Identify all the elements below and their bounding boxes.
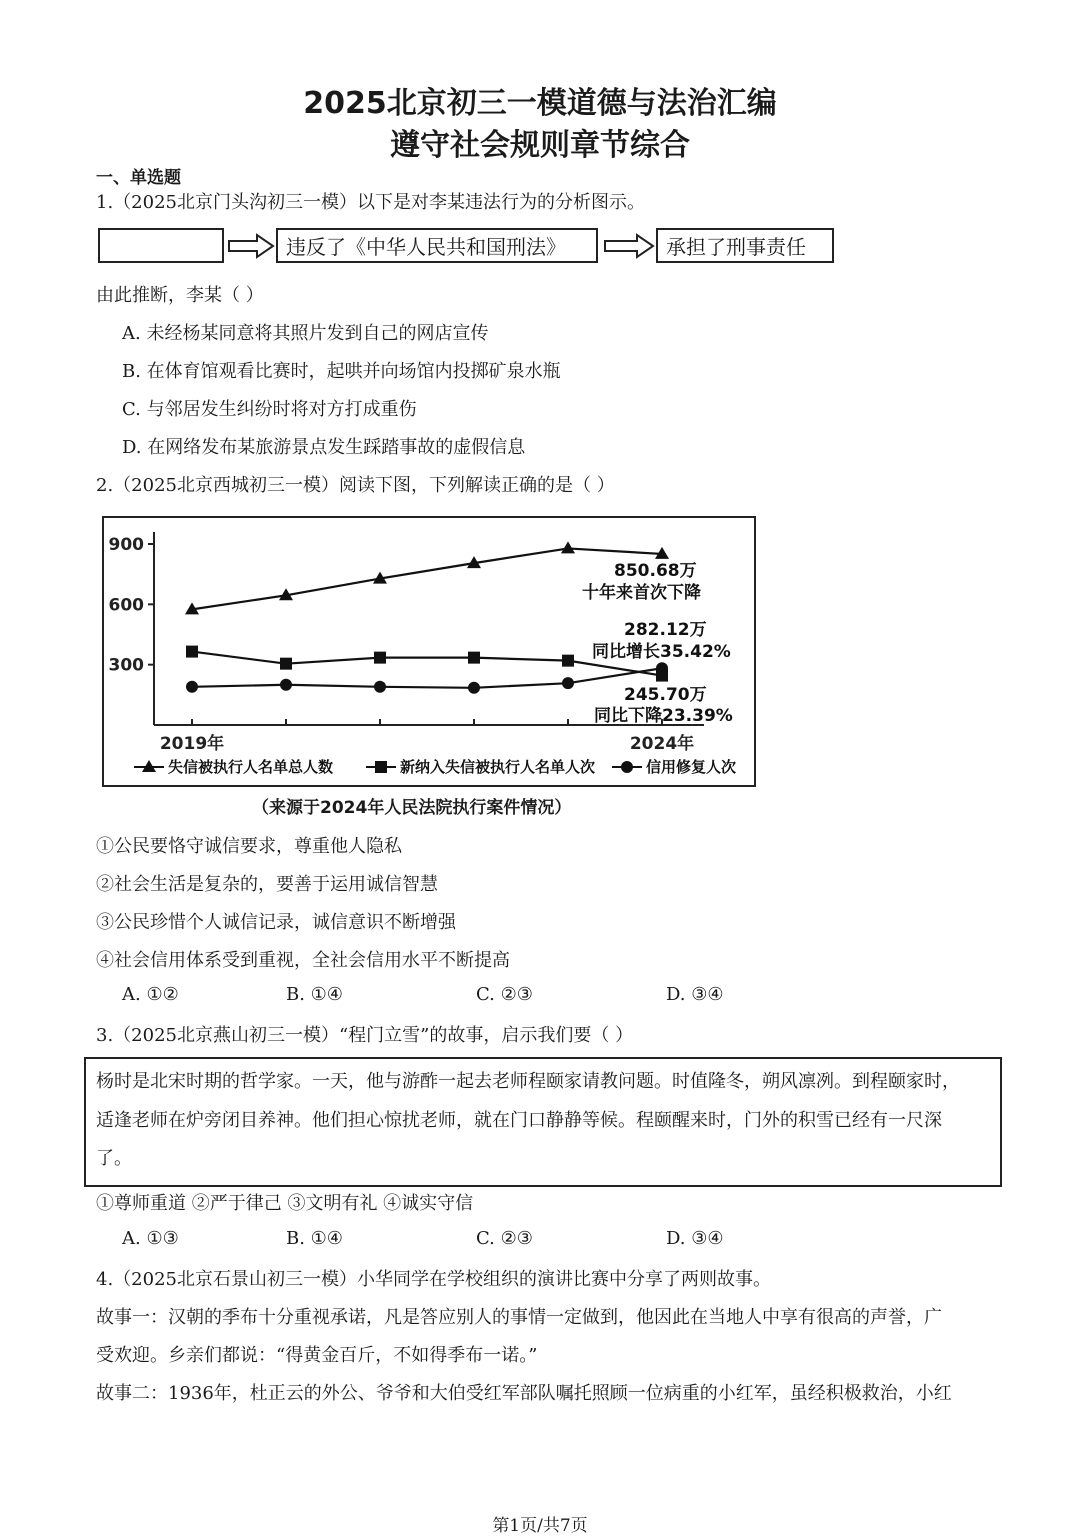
circle-point — [186, 681, 198, 693]
q1-prompt: 由此推断，李某（ ） — [96, 285, 264, 306]
line-chart — [104, 518, 754, 785]
q1-option: B. 在体育馆观看比赛时，起哄并向场馆内投掷矿泉水瓶 — [122, 361, 561, 382]
square-point — [468, 652, 480, 664]
x-tick-label: 2019年 — [159, 734, 225, 754]
y-tick-label: 600 — [108, 595, 144, 616]
circle-point — [562, 677, 574, 689]
q3-story-line: 了。 — [96, 1148, 132, 1169]
y-tick-label: 900 — [108, 535, 144, 555]
q1-option: A. 未经杨某同意将其照片发到自己的网店宣传 — [122, 323, 489, 344]
section-heading: 一、单选题 — [96, 168, 181, 188]
circle-point — [621, 761, 633, 773]
series-line-2 — [192, 668, 662, 688]
flow-box-liability: 承担了刑事责任 — [656, 228, 834, 263]
triangle-point — [561, 541, 575, 553]
q3-option: D. ③④ — [666, 1228, 724, 1249]
flow-arrow-icon — [603, 233, 655, 259]
document-title: 2025北京初三一模道德与法治汇编 — [303, 86, 777, 121]
q4-line: 故事二：1936年，杜正云的外公、爷爷和大伯受红军部队嘱托照顾一位病重的小红军，虽经积极救治，小红 — [96, 1383, 952, 1404]
chart-caption: （来源于2024年人民法院执行案件情况） — [252, 798, 572, 818]
chart-annotation: 245.70万 — [624, 685, 707, 705]
q3-stem: 3.（2025北京燕山初三一模）“程门立雪”的故事，启示我们要（ ） — [96, 1025, 634, 1046]
legend-label: 失信被执行人名单总人数 — [168, 758, 334, 776]
q3-option: C. ②③ — [476, 1228, 533, 1249]
q2-option: D. ③④ — [666, 984, 724, 1005]
document-subtitle: 遵守社会规则章节综合 — [390, 128, 690, 163]
legend-label: 新纳入失信被执行人名单人次 — [400, 758, 596, 776]
square-point — [280, 658, 292, 670]
chart-frame — [102, 516, 756, 787]
q1-option: D. 在网络发布某旅游景点发生踩踏事故的虚假信息 — [122, 437, 526, 458]
q2-option: A. ①② — [122, 984, 179, 1005]
circle-point — [468, 682, 480, 694]
q2-statement: ②社会生活是复杂的，要善于运用诚信智慧 — [96, 874, 438, 895]
circle-point — [374, 681, 386, 693]
q4-stem: 4.（2025北京石景山初三一模）小华同学在学校组织的演讲比赛中分享了两则故事。 — [96, 1269, 771, 1290]
q2-stem: 2.（2025北京西城初三一模）阅读下图，下列解读正确的是（ ） — [96, 475, 615, 496]
chart-annotation: 850.68万 — [614, 561, 697, 581]
q3-story-line: 适逢老师在炉旁闭目养神。他们担心惊扰老师，就在门口静静等候。程颐醒来时，门外的积雪已经有一尺深 — [96, 1110, 942, 1131]
flow-arrow-icon — [227, 233, 275, 259]
q3-option: A. ①③ — [122, 1228, 179, 1249]
circle-point — [280, 679, 292, 691]
flow-box-blank — [98, 228, 224, 263]
circle-point — [656, 662, 668, 674]
legend-label: 信用修复人次 — [646, 758, 737, 776]
square-point — [562, 655, 574, 667]
q1-option: C. 与邻居发生纠纷时将对方打成重伤 — [122, 399, 417, 420]
q2-option: B. ①④ — [286, 984, 343, 1005]
chart-annotation: 282.12万 — [624, 620, 707, 640]
flow-box-law: 违反了《中华人民共和国刑法》 — [276, 228, 598, 263]
q2-statement: ④社会信用体系受到重视，全社会信用水平不断提高 — [96, 950, 510, 971]
q3-statements: ①尊师重道 ②严于律己 ③文明有礼 ④诚实守信 — [96, 1193, 474, 1214]
chart-annotation: 同比增长35.42% — [592, 642, 731, 662]
q2-statement: ③公民珍惜个人诚信记录，诚信意识不断增强 — [96, 912, 456, 933]
q2-option: C. ②③ — [476, 984, 533, 1005]
square-point — [186, 646, 198, 658]
y-tick-label: 300 — [108, 655, 144, 676]
q3-story-line: 杨时是北宋时期的哲学家。一天，他与游酢一起去老师程颐家请教问题。时值隆冬，朔风凛冽。到程颐家时， — [96, 1071, 960, 1092]
q3-option: B. ①④ — [286, 1228, 343, 1249]
square-point — [375, 761, 387, 773]
q4-line: 受欢迎。乡亲们都说：“得黄金百斤，不如得季布一诺。” — [96, 1345, 538, 1366]
q2-statement: ①公民要恪守诚信要求，尊重他人隐私 — [96, 836, 402, 857]
q4-line: 故事一：汉朝的季布十分重视承诺，凡是答应别人的事情一定做到，他因此在当地人中享有很高的声誉，广 — [96, 1307, 942, 1328]
q1-stem: 1.（2025北京门头沟初三一模）以下是对李某违法行为的分析图示。 — [96, 192, 645, 213]
x-tick-label: 2024年 — [629, 734, 695, 754]
chart-annotation: 同比下降23.39% — [594, 706, 733, 726]
chart-annotation: 十年来首次下降 — [582, 583, 701, 603]
page-footer: 第1页/共7页 — [492, 1516, 588, 1536]
square-point — [374, 652, 386, 664]
